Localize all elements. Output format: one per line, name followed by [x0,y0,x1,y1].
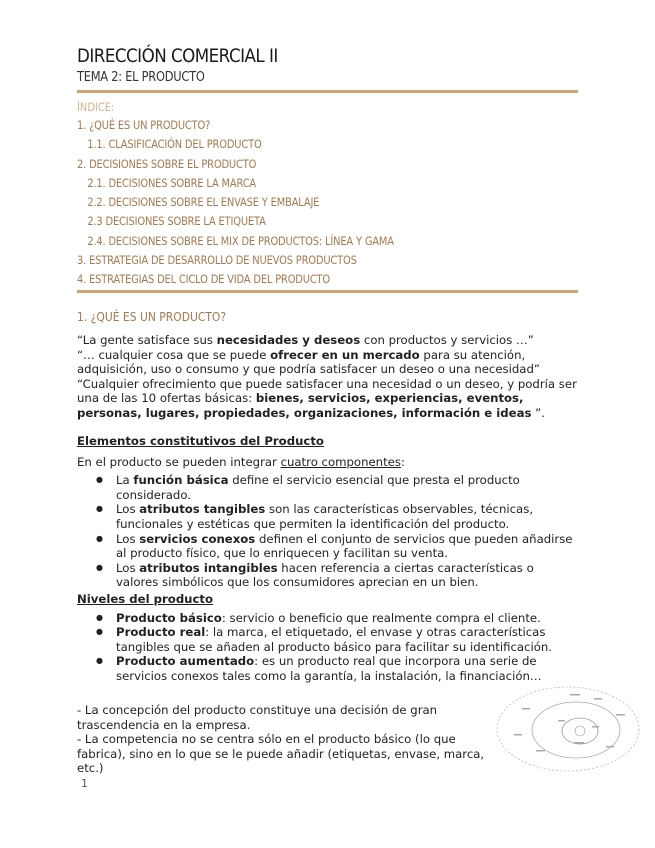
item-text: : es un producto real que incorpora una serie de servicios conexos tales como la garantía, la instalación, la financiación… [116,654,542,683]
item-bold: función básica [133,473,229,488]
list-item [77,625,577,654]
toc-item[interactable]: 1.1. CLASIFICACIÓN DEL PRODUCTO [87,137,262,152]
quote-text: con productos y servicios …” [360,333,534,347]
intro-text: En el producto se pueden integrar [77,454,281,469]
diagram-outer-ring [497,687,639,771]
item-text: Los [116,531,140,546]
quote-bold: bienes, servicios, experiencias, eventos, personas, lugares, propiedades, organizaciones, información e ideas [77,391,532,420]
section-heading: 1. ¿QUÉ ES UN PRODUCTO? [77,309,227,324]
quote-text: “… cualquier cosa que se puede [77,347,271,362]
page-number: 1 [81,777,88,790]
list-item [77,532,577,561]
quote-bold: necesidades y deseos [216,333,361,347]
divider-toc [77,290,578,293]
niveles-list [77,611,577,684]
product-levels-diagram [496,684,642,774]
diagram-inner-ring [562,718,598,744]
quote-text: “Cualquier ofrecimiento que puede satisfacer una necesidad o un deseo, y podría ser una de las 10 ofertas básicas: [77,376,577,406]
item-text: : la marca, el etiquetado, el envase y otras características tangibles que se añaden al producto básico para facilitar su identificación. [116,625,552,654]
intro-underlined: cuatro componentes [280,454,401,469]
notes-block [77,703,497,776]
definitions-block [77,333,577,421]
note-1: - La concepción del producto constituye una decisión de gran trascendencia en la empresa. [77,703,438,732]
quote-1 [77,333,577,348]
list-item [77,654,577,683]
item-text: Los [116,502,140,517]
toc-item[interactable]: 3. ESTRATEGIA DE DESARROLLO DE NUEVOS PRODUCTOS [77,253,357,268]
quote-2 [77,348,577,377]
item-text: Los [116,560,140,575]
quote-3 [77,377,577,421]
divider-top [77,90,578,93]
list-item [77,611,577,626]
item-text: La [116,473,134,488]
toc-item[interactable]: 2.1. DECISIONES SOBRE LA MARCA [87,175,257,190]
toc-item[interactable]: 2.3 DECISIONES SOBRE LA ETIQUETA [87,214,266,229]
quote-text: “La gente satisface sus [77,333,217,347]
item-bold: Producto básico [116,610,222,625]
toc-item[interactable]: 1. ¿QUÉ ES UN PRODUCTO? [77,118,211,132]
toc-item[interactable]: 2. DECISIONES SOBRE EL PRODUCTO [77,156,257,171]
quote-text: ”. [531,405,545,420]
toc-label: ÍNDICE: [77,100,115,114]
quote-bold: ofrecer en un mercado [270,347,420,362]
list-item [77,473,577,502]
quote-text: para su atención, adquisición, uso o consumo y que podría satisfacer un deseo o una necesidad” [77,347,540,377]
item-bold: atributos tangibles [139,502,266,517]
item-bold: servicios conexos [139,531,256,546]
list-item [77,561,577,590]
document-title: DIRECCIÓN COMERCIAL II [77,45,278,67]
elementos-intro [77,455,577,470]
elementos-list [77,473,577,590]
item-text: define el servicio esencial que presta el producto considerado. [116,473,520,502]
niveles-block [77,592,577,684]
list-item [77,502,577,531]
item-text: definen el conjunto de servicios que pueden añadirse al producto físico, que lo enriquecen y facilitan su venta. [116,531,573,561]
niveles-heading: Niveles del producto [77,592,214,606]
diagram-middle-ring [532,702,620,758]
item-text: hacen referencia a ciertas características o valores simbólicos que los consumidores aprecian en un bien. [116,560,534,590]
table-of-contents [77,100,445,290]
intro-text: : [400,454,405,469]
elementos-block [77,434,577,590]
item-text: son las características observables, técnicas, funcionales y estéticas que permiten la identificación del producto. [116,502,534,531]
note-2: - La competencia no se centra sólo en el producto básico (lo que fabrica), sino en lo que se le puede añadir (etiquetas, envase, marca, etc.) [77,732,485,776]
item-bold: Producto real [116,625,206,640]
toc-item[interactable]: 2.4. DECISIONES SOBRE EL MIX DE PRODUCTOS: LÍNEA Y GAMA [87,233,394,248]
diagram-core [575,726,585,736]
toc-item[interactable]: 2.2. DECISIONES SOBRE EL ENVASE Y EMBALAJE [87,195,320,210]
item-bold: Producto aumentado [116,654,255,669]
item-bold: atributos intangibles [139,560,278,575]
document-subtitle: TEMA 2: EL PRODUCTO [77,70,205,85]
toc-item[interactable]: 4. ESTRATEGIAS DEL CICLO DE VIDA DEL PRODUCTO [77,272,331,287]
elementos-heading: Elementos constitutivos del Producto [77,434,324,448]
item-text: : servicio o beneficio que realmente compra el cliente. [221,610,541,625]
